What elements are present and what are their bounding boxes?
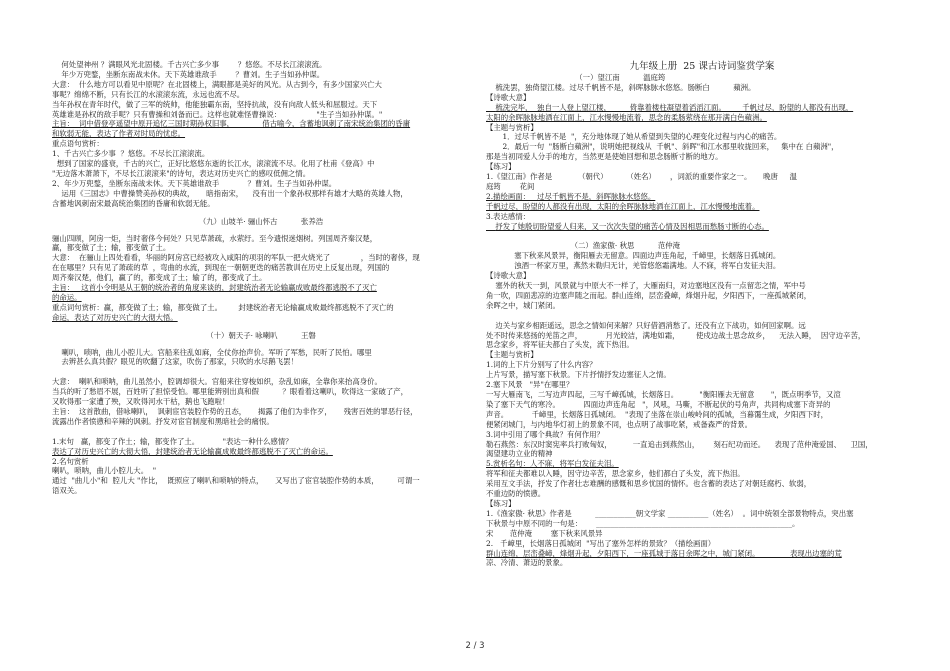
left-text-line: 喇叭，唢呐，曲儿小腔儿大。官船来往乱如麻，全仗你抬声价。军听了军愁，民听了民怕。哪里 bbox=[52, 347, 372, 357]
left-text-line: 当年孙权在青年时代，做了三军的统帅，他能独霸东南，坚持抗战，没有向敌人低头和屈服过。天下 bbox=[52, 99, 378, 109]
left-text-line: 喇叭，唢呐，曲儿小腔儿大。 " bbox=[52, 466, 157, 476]
right-text-line: （一）望江南 温庭筠 bbox=[486, 73, 666, 82]
page-number: 2 / 3 bbox=[465, 641, 485, 651]
left-text-line: 赢，都变做了土；输，都变做了土。 bbox=[52, 243, 171, 253]
left-text-line: 含蓄地讽刺南宋最高统治集团的昏庸和软弱无能。 bbox=[52, 198, 215, 208]
left-text-line: 1.末句 赢，都变了作土；输，都变作了土。 "表达一种什么感情？ bbox=[52, 436, 293, 446]
left-text-line: 表达了对历史兴亡的大彻大悟，封建统治者无论输赢成败最终都逃脱不了灭亡的命运。 bbox=[52, 446, 333, 456]
left-text-line: 英雄谁是孙权的敌手呢？只有曹操和刘备而已。这样也就难怪曹操说： "生子当如孙仲谋。" bbox=[52, 109, 383, 119]
right-text-line: 九年级上册 25 课古诗词鉴赏学案 bbox=[629, 61, 775, 72]
left-text-line: 2.名句赏析 bbox=[52, 456, 89, 466]
right-text-line: 群山连绵，层峦叠嶂，烽烟升起，夕阳西下，一座孤城于落日余晖之中，城门紧闭。 表现出边塞的荒 bbox=[486, 548, 842, 558]
left-text-line: 2、年少万兜鍪，坐断东南战未休。天下英雄谁敌手 ？曹刘。生子当如孙仲谋。 bbox=[52, 178, 337, 188]
right-text-line: 那是当初同爱人分手的地方，当然更是使她回想和思念肠断寸断的地方。 bbox=[486, 152, 723, 162]
right-text-line: 浊酒一杯家万里，燕然未勒归无计，羌管悠悠霜满地。人不寐，将军白发征夫泪。 bbox=[486, 261, 781, 271]
right-text-line: 宋 范仲淹 塞下秋来风景异 bbox=[486, 528, 603, 538]
left-text-line: 和软弱无能，表达了作者对时局的忧虑。 bbox=[52, 129, 186, 139]
left-text-line: 想到了国家的盛衰，千古的兴亡，正好比悠悠东逝的长江水，滚滚流不尽。化用了杜甫《登高》中 bbox=[52, 159, 375, 169]
right-text-line bbox=[486, 311, 918, 321]
right-text-line: 太阳的余晖脉脉地洒在江面上，江水慢慢地流着，思念的柔肠萦绕在那开满白色蘋洲。 bbox=[486, 112, 767, 122]
right-text-line: 下秋景与中原不同的一句是： _____________________________________________________。 bbox=[486, 518, 800, 528]
left-text-line: 年少万兜鍪，坐断东南战未休。天下英雄谁敌手 ？曹刘。生子当如孙仲谋。 bbox=[52, 69, 325, 79]
right-text-line: 一写大雁南飞，二写边声四起，三写千嶂孤城，长烟落日。 "衡阳雁去无留意 "，既点明季节，又渲 bbox=[486, 390, 841, 399]
right-text-line: 凉、冷清、萧迈的景象。 bbox=[486, 558, 568, 568]
right-text-line: 边关与家乡相距遥远，思念之情如何来解？只好借酒消愁了。还没有立下战功，如何回家啊。远 bbox=[486, 320, 806, 330]
left-text-line: 大意： 在骊山上四处看看，华丽的阿房宫已经被攻入咸阳的项羽的军队一把火烧光了 ，当时的奢侈，现 bbox=[52, 253, 420, 263]
left-text-line: "无边落木萧萧下，不尽长江滚滚来"的诗句，表达对历史兴亡的感叹低佣之情。 bbox=[52, 168, 311, 178]
right-text-line: 2. 千嶂里，长烟落日孤城闭 "写出了塞外怎样的景致？（描绘画面） bbox=[486, 538, 716, 548]
right-text-line: 塞下秋来风景异，衡阳雁去无留意。四面边声连角起，千嶂里，长烟落日孤城闭。 bbox=[486, 251, 781, 261]
right-text-line: 【主题与赏析】 bbox=[486, 122, 538, 132]
right-text-line: 将军和征夫都难以入睡，因守边辛苦，思念家乡，他们都白了头发，流下热泪。 bbox=[486, 469, 745, 479]
right-text-line: 1.词的上下片分别写了什么内容？ bbox=[486, 360, 597, 370]
right-text-line bbox=[486, 232, 918, 242]
left-text-line: 大意： 什么地方可以看见中原呢？在北固楼上，满眼都是美好的风光。从古到今，有多少国家兴亡大 bbox=[52, 79, 382, 89]
left-text-line: 大意： 喇叭和唢呐，曲儿虽然小，腔调却很大。官船来往穿梭如织，杂乱如麻，全靠你来抬高身价。 bbox=[52, 377, 382, 387]
right-text-line: 塞外的秋天一到，风景就与中原大不一样了，大雁南归，对边塞地区没有一点留恋之情，军中号 bbox=[486, 281, 806, 291]
left-text-line: 的命运。 bbox=[52, 292, 82, 302]
right-text-line: 千帆过尽，盼望的人都没有出现，太阳的余晖脉脉地洒在江面上，江水慢慢地流着。 bbox=[486, 201, 760, 211]
right-text-line: 便紧闭城门，与内地华灯初上的景象不同，也点明了战事吃紧，戒备森严的背景。 bbox=[486, 419, 753, 429]
left-text-line: 1、千古兴亡多少事 ？悠悠。不尽长江滚滚流。 bbox=[52, 149, 210, 159]
left-text-line: 当兵的听了愁眉不展，百姓听了担惊受怕。哪里能辨别出真和假 ？眼看着这喇叭，吹得这一家破了产， bbox=[52, 387, 409, 397]
right-text-line: 【主题与赏析】 bbox=[486, 350, 538, 360]
left-text-line: 命运，表达了对历史兴亡的大彻大悟。 bbox=[52, 312, 178, 322]
left-text-line: 何处望神州 ？满眼风光北固楼。千古兴亡多少事 ？悠悠。不尽长江滚滚流。 bbox=[52, 60, 327, 69]
left-text-line: 去辨甚么真共假？眼见的吹翻了这家，吹伤了那家，只吹的水尽鹅飞罢！ bbox=[52, 357, 298, 367]
right-text-line: 庭筠 花间 bbox=[486, 181, 535, 191]
left-text-line: 重点词句赏析：赢，都变做了土；输，都变做了土。 封建统治者无论输赢成败最终都逃脱不了灭亡的 bbox=[52, 302, 394, 312]
left-text-line: 主旨： 这首散曲，借咏喇叭， 讽刺宦官装腔作势的丑态， 揭露了他们为非作歹， 残害百姓的罪恶行径， bbox=[52, 407, 418, 416]
right-column bbox=[486, 60, 918, 568]
right-text-line: 【练习】 bbox=[486, 162, 516, 172]
right-text-line: 抒发了她殷切盼望爱人归来，又一次次失望的痛苦心情及因相思而愁肠寸断的心态。 bbox=[486, 221, 769, 231]
right-text-line: 【练习】 bbox=[486, 498, 516, 508]
left-text-line: 主旨： 这首小令明是从王朝的统治者的角度来谈的，封建统治者无论输赢成败最终都逃脱不了灭亡 bbox=[52, 283, 377, 293]
right-text-line: 角一吹，四面悲凉的边塞声随之而起。群山连绵，层峦叠嶂，烽烟升起，夕阳西下，一座孤城紧闭， bbox=[486, 290, 812, 300]
left-text-line: 在在哪里？只有见了萧疏的草 ，弯曲的水流，到现在一朝朝更迭的痛苦教训在历史上反复出现，列国的 bbox=[52, 263, 390, 273]
right-text-line: 3.词中引用了哪个典故？有何作用？ bbox=[486, 429, 604, 439]
left-text-line: （十）朝天子· 咏喇叭 王磐 bbox=[206, 330, 316, 340]
left-text-line: 骊山四顾，阿房一炬，当时奢侈今何处？只见草萧疏，水萦纡。至今遗恨迷烟树。列国周齐秦汉楚， bbox=[52, 233, 378, 243]
right-text-line: 2.塞下风景 "异"在哪里？ bbox=[486, 380, 574, 390]
left-text-line: 主旨： 词中借登亭遥望中原开追忆三国时期孙权旧事， 借古喻今，含蓄地讽刺了南宋统治集团的昏庸 bbox=[52, 119, 411, 129]
left-text-line: 流露出作者愤懑和辛辣的讽刺。抒发对宦官制度和黑暗社会的痛恨。 bbox=[52, 416, 274, 426]
right-text-line: 梳洗完毕， 独自一人登上望江楼， 倚靠着楼柱凝望着滔滔江面。 千帆过尽，盼望的人都没有出现， bbox=[486, 102, 854, 112]
right-text-line: 梳洗罢，独倚望江楼。过尽千帆皆不是，斜晖脉脉水悠悠。肠断白 蘋洲。 bbox=[486, 82, 756, 92]
right-text-line: 2．最后一句 "肠断白蘋洲"，说明她把视线从 千帆"、斜晖"和江水那里收拢回来， 集中在 白蘋洲"， bbox=[486, 142, 839, 152]
right-text-line: 上片写景，描写塞下秋景。下片抒情抒发边塞征人之情。 bbox=[486, 370, 671, 380]
right-text-line: 1.《渔家傲· 秋思》作者是 ___________朝文学家 ___________（姓名） 。词中统领全部景物特点，突出塞 bbox=[486, 508, 854, 518]
right-text-line: 渴望建功立业的精神 bbox=[486, 449, 553, 459]
right-text-line: 2.描绘画面： 过尽千帆皆不是，斜晖脉脉水悠悠。 bbox=[486, 191, 656, 201]
right-text-line: 不重边防的愤懑。 bbox=[486, 489, 546, 499]
right-text-line: 染了塞下天气的寒冷。 四面边声连角起 "，风吼，马嘶，不断起伏的号角声，共同构成塞下奇异的 bbox=[486, 399, 831, 409]
right-text-line: 勒石燕然：东汉时窦宪率兵打败匈奴， 一直追击到燕然山， 刻石纪功而还。 表现了范仲淹爱国、 卫国， bbox=[486, 439, 873, 449]
left-text-line: 运用《三国志》中曹操赞美孙权的典故， 暗指南宋， 没有出一个象孙权那样有雄才大略的英雄人物， bbox=[52, 188, 408, 198]
right-text-line: 【诗歌大意】 bbox=[486, 92, 531, 102]
left-text-line bbox=[52, 427, 470, 437]
left-text-line: 通过 "曲儿小"和 腔儿大 "作比， 既照应了喇叭和唢呐的特点， 又写出了宦官装腔作势的本质， 可谓一 bbox=[52, 476, 420, 486]
right-text-line: 3.表达感情： bbox=[486, 211, 531, 221]
left-text-line: 语双关。 bbox=[52, 486, 82, 496]
left-text-line: 又吹得那一家遭了殃，又吹得河水干枯，鹅也飞跑啦！ bbox=[52, 397, 230, 407]
right-text-line: 采用互文手法，抒发了作者壮志难酬的感慨和思乡忧国的情怀。也含蓄的表达了对朝廷腐朽、软弱， bbox=[486, 479, 812, 489]
right-text-line: 思念家乡，将军征夫都白了头发，流下热泪。 bbox=[486, 340, 634, 350]
right-text-line: 1．过尽千帆皆不是 "，充分地体现了她从希望到失望的心理变化过程与内心的痛苦。 bbox=[486, 132, 782, 142]
right-text-line: 处不时传来悠扬的羌笛之声， 月光皎洁，满地如霜， 使戍边战士思念故乡， 无法入睡， 因守边辛苦， bbox=[486, 330, 866, 340]
left-text-line: 事呢？绵绵不断，只有长江的水滚滚东流，永远也流不尽。 bbox=[52, 89, 245, 99]
right-text-line: 5.赏析名句：人不寐，将军白发征夫泪。 bbox=[486, 459, 619, 469]
left-text-line: 周齐秦汉楚，他们，赢了的，都变成了土；输了的，都变成了土。 bbox=[52, 273, 267, 283]
right-text-line: 声音。 千嶂里，长烟落日孤城闭。 "表现了坐落在崇山峻岭间的孤城，当暮霭生成，夕阳西下时， bbox=[486, 409, 829, 419]
right-text-line: （二）渔家傲· 秋思 范仲淹 bbox=[486, 241, 681, 251]
left-column bbox=[52, 60, 470, 496]
right-text-line: 1.《望江南》作者是 （朝代） （姓名） ，词派的重要作家之一。 晚唐 温 bbox=[486, 172, 797, 182]
left-text-line: （九）山坡羊· 骊山怀古 张养浩 bbox=[198, 216, 324, 226]
right-text-line: 【诗歌大意】 bbox=[486, 271, 531, 281]
right-text-line: 余晖之中，城门紧闭。 bbox=[486, 300, 560, 310]
left-text-line: 重点语句赏析： bbox=[52, 139, 104, 149]
left-text-line bbox=[52, 367, 470, 377]
